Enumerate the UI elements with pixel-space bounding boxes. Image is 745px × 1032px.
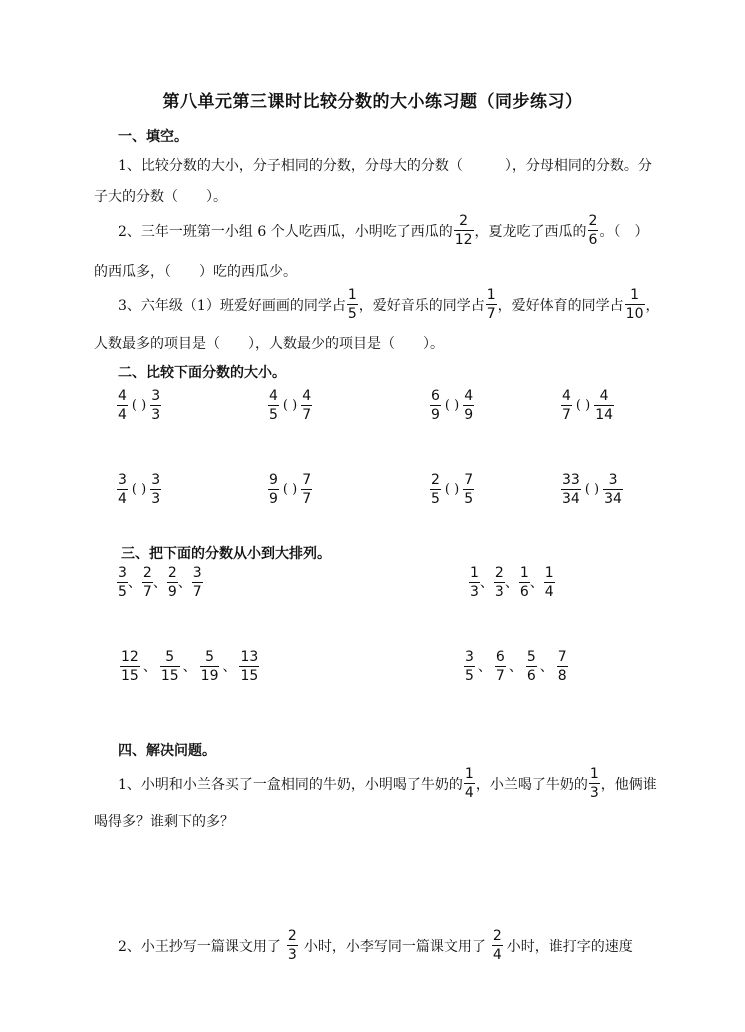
fraction: $\frac{6}{7}$ xyxy=(495,649,505,684)
fraction: $\frac{5}{6}$ xyxy=(526,649,536,684)
s1-q1-line1: 1、比较分数的大小，分子相同的分数，分母大的分数（ ），分母相同的分数。分 xyxy=(118,158,652,174)
s4-q1-line1 xyxy=(118,766,657,801)
fraction: $\frac{2}{3}$ xyxy=(494,565,504,600)
fraction: $\frac{5}{19}$ xyxy=(200,649,219,684)
fraction: $\frac{2}{5}$ xyxy=(431,472,440,507)
s4-q2-text-b: 小时，小李写同一篇课文用了 xyxy=(303,938,486,955)
fraction: $\frac{1}{6}$ xyxy=(519,565,529,600)
fraction: $\frac{1}{4}$ xyxy=(544,565,554,600)
comparison-item xyxy=(267,388,313,423)
s4-q2-text-c: 小时，谁打字的速度 xyxy=(506,938,633,955)
fraction: $\frac{3}{5}$ xyxy=(118,565,127,600)
ordering-group xyxy=(460,649,572,684)
answer-blank: ( ) xyxy=(282,482,298,497)
fraction: $\frac{3}{34}$ xyxy=(604,472,622,507)
s4-q1-line2: 喝得多？谁剩下的多？ xyxy=(94,814,234,830)
fraction: $\frac{4}{9}$ xyxy=(464,388,474,423)
separator: 、 xyxy=(127,574,142,591)
fraction: $\frac{1}{4}$ xyxy=(464,766,474,801)
section-3-heading: 三、把下面的分数从小到大排列。 xyxy=(121,546,331,562)
s1-q2-text-c: 。（ ） xyxy=(599,223,649,240)
section-1-heading: 一、填空。 xyxy=(118,129,188,145)
fraction: $\frac{2}{12}$ xyxy=(454,213,473,248)
fraction: $\frac{2}{7}$ xyxy=(142,565,152,600)
s1-q2-line2: 的西瓜多，（ ）吃的西瓜少。 xyxy=(94,264,297,280)
comparison-item xyxy=(560,472,624,507)
section-4-heading: 四、解决问题。 xyxy=(118,743,216,759)
answer-blank: ( ) xyxy=(131,398,147,413)
fraction: $\frac{1}{7}$ xyxy=(486,287,496,322)
fraction: $\frac{1}{10}$ xyxy=(625,287,644,322)
comparison-item xyxy=(560,388,615,423)
s1-q3-text-d: ， xyxy=(645,297,660,314)
separator: 、 xyxy=(142,658,157,675)
s1-q3-text-b: ，爱好音乐的同学占 xyxy=(358,297,485,314)
fraction: $\frac{1}{3}$ xyxy=(470,565,479,600)
comparison-item xyxy=(429,472,475,507)
fraction: $\frac{2}{3}$ xyxy=(287,928,297,963)
separator: 、 xyxy=(177,574,192,591)
fraction: $\frac{7}{5}$ xyxy=(464,472,474,507)
s4-q1-text-a: 1、小明和小兰各买了一盒相同的牛奶，小明喝了牛奶的 xyxy=(118,776,463,793)
fraction: $\frac{2}{4}$ xyxy=(492,928,502,963)
fraction: $\frac{7}{7}$ xyxy=(302,472,312,507)
fraction: $\frac{12}{15}$ xyxy=(121,649,139,684)
fraction: $\frac{33}{34}$ xyxy=(562,472,580,507)
s1-q3-line1 xyxy=(118,287,660,322)
s1-q3-text-c: ，爱好体育的同学占 xyxy=(497,297,624,314)
separator: 、 xyxy=(152,574,167,591)
s4-q2-text-a: 2、小王抄写一篇课文用了 xyxy=(118,938,281,955)
s1-q2-line1 xyxy=(118,213,648,248)
fraction: $\frac{3}{3}$ xyxy=(151,388,161,423)
fraction: $\frac{4}{5}$ xyxy=(269,388,278,423)
answer-blank: ( ) xyxy=(282,398,298,413)
fraction: $\frac{3}{4}$ xyxy=(118,472,127,507)
fraction: $\frac{4}{7}$ xyxy=(562,388,571,423)
fraction: $\frac{2}{6}$ xyxy=(588,213,598,248)
separator: 、 xyxy=(222,658,237,675)
fraction: $\frac{4}{4}$ xyxy=(118,388,127,423)
separator: 、 xyxy=(529,574,544,591)
s4-q2-line1 xyxy=(118,928,633,963)
answer-blank: ( ) xyxy=(575,398,591,413)
comparison-item xyxy=(267,472,313,507)
page-title: 第八单元第三课时比较分数的大小练习题（同步练习） xyxy=(162,92,583,112)
answer-blank: ( ) xyxy=(131,482,147,497)
separator: 、 xyxy=(508,658,523,675)
fraction: $\frac{4}{7}$ xyxy=(302,388,312,423)
comparison-item xyxy=(429,388,475,423)
separator: 、 xyxy=(479,574,494,591)
comparison-item xyxy=(116,472,162,507)
s1-q2-text-a: 2、三年一班第一小组 6 个人吃西瓜，小明吃了西瓜的 xyxy=(118,223,453,240)
fraction: $\frac{13}{15}$ xyxy=(240,649,259,684)
comparison-item xyxy=(116,388,162,423)
s4-q1-text-c: ，他俩谁 xyxy=(600,776,657,793)
fraction: $\frac{4}{14}$ xyxy=(595,388,614,423)
s1-q2-text-b: ，夏龙吃了西瓜的 xyxy=(474,223,587,240)
s1-q1-line2: 子大的分数（ ）。 xyxy=(94,189,227,205)
s4-q1-text-b: ，小兰喝了牛奶的 xyxy=(475,776,588,793)
fraction: $\frac{3}{5}$ xyxy=(465,649,474,684)
separator: 、 xyxy=(539,658,554,675)
separator: 、 xyxy=(182,658,197,675)
answer-blank: ( ) xyxy=(584,482,600,497)
ordering-group xyxy=(468,565,556,600)
fraction: $\frac{3}{3}$ xyxy=(151,472,161,507)
fraction: $\frac{6}{9}$ xyxy=(431,388,440,423)
s1-q3-line2: 人数最多的项目是（ ），人数最少的项目是（ ）。 xyxy=(94,336,444,352)
separator: 、 xyxy=(477,658,492,675)
section-2-heading: 二、比较下面分数的大小。 xyxy=(118,365,286,381)
fraction: $\frac{7}{8}$ xyxy=(557,649,567,684)
fraction: $\frac{2}{9}$ xyxy=(167,565,177,600)
separator: 、 xyxy=(504,574,519,591)
fraction: $\frac{1}{5}$ xyxy=(347,287,357,322)
fraction: $\frac{5}{15}$ xyxy=(160,649,179,684)
fraction: $\frac{1}{3}$ xyxy=(589,766,599,801)
s1-q3-text-a: 3、六年级（1）班爱好画画的同学占 xyxy=(118,297,346,314)
answer-blank: ( ) xyxy=(444,482,460,497)
answer-blank: ( ) xyxy=(444,398,460,413)
ordering-group xyxy=(116,565,204,600)
fraction: $\frac{3}{7}$ xyxy=(192,565,202,600)
fraction: $\frac{9}{9}$ xyxy=(269,472,278,507)
ordering-group xyxy=(116,649,263,684)
